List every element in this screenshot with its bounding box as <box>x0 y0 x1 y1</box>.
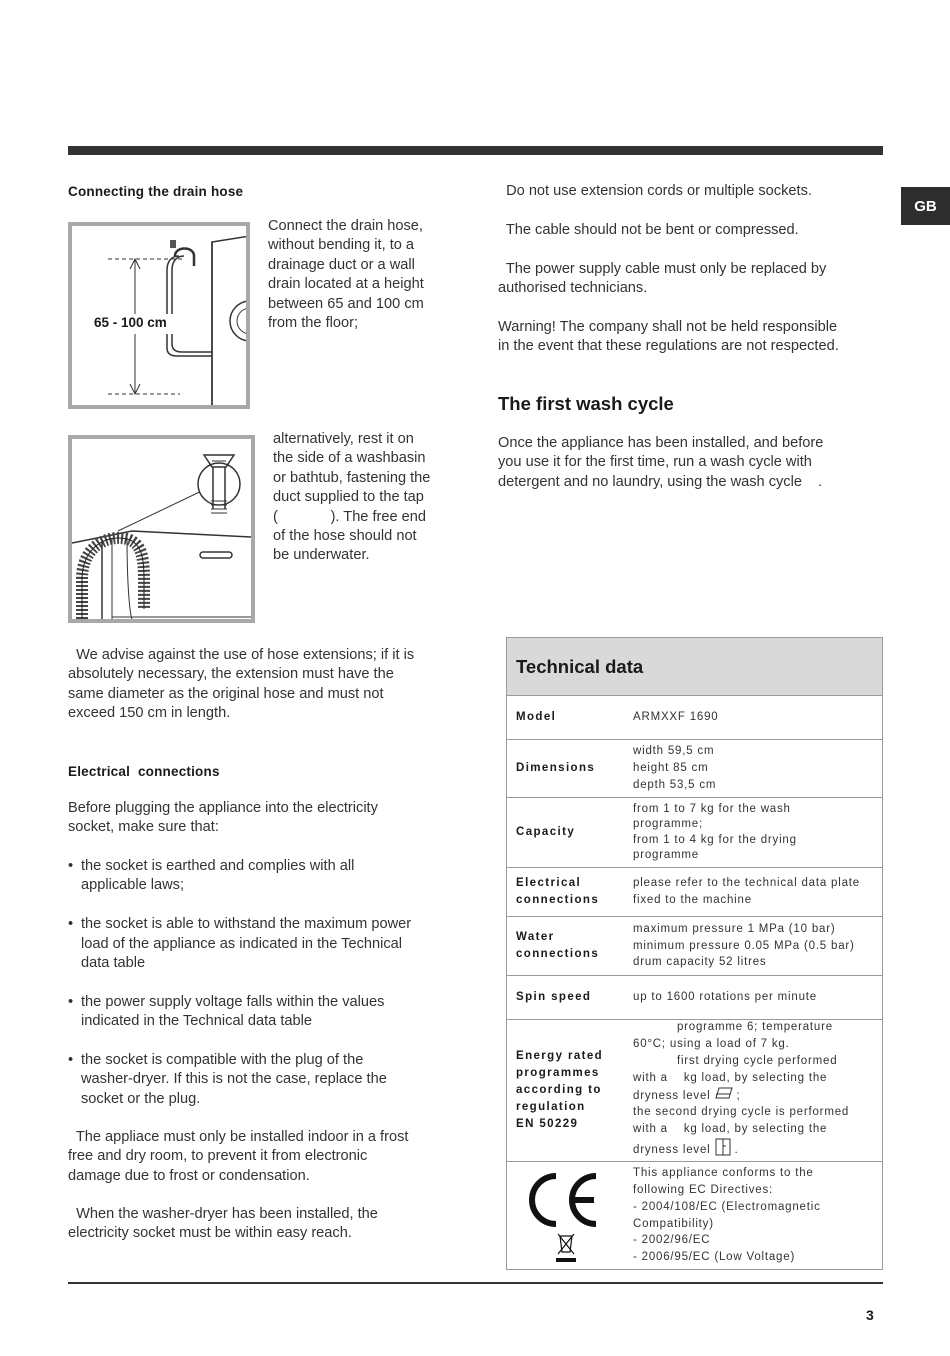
page-number: 3 <box>866 1307 874 1323</box>
table-row-directives: This appliance conforms to the following EC Directives: - 2004/108/EC (Electromagnetic Compatibility) - 2002/96/EC - 2006/95/EC (Low Voltage) <box>507 1162 882 1269</box>
cable-bent-note: The cable should not be bent or compressed. <box>498 222 799 238</box>
ce-mark-icon <box>526 1168 606 1264</box>
table-row-dimensions: Dimensions width 59,5 cm height 85 cm depth 53,5 cm <box>507 740 882 798</box>
hose-alternative-paragraph: alternatively, rest it on the side of a washbasin or bathtub, fastening the duct supplied to the tap ( ). The free end of the hose should not be underwater. <box>273 431 431 564</box>
technical-data-header: Technical data <box>507 638 882 696</box>
checklist-item: • the socket is earthed and complies with all applicable laws; <box>68 857 468 896</box>
language-tab: GB <box>901 187 950 225</box>
technical-data-table <box>506 637 883 1270</box>
first-wash-paragraph: Once the appliance has been installed, and before you use it for the first time, run a wash cycle with detergent and no laundry, using the wash cycle . <box>498 435 824 490</box>
dryness-iron-icon <box>715 1138 731 1162</box>
drain-hose-heading: Connecting the drain hose <box>68 184 244 199</box>
hose-on-basin-figure <box>68 435 255 623</box>
warning-note: Warning! The company shall not be held responsible in the event that these regulations are not respected. <box>498 319 839 355</box>
table-row-model: Model ARMXXF 1690 <box>507 696 882 740</box>
table-row-electrical: Electrical connections please refer to the technical data plate fixed to the machine <box>507 868 882 917</box>
table-row-spin: Spin speed up to 1600 rotations per minute <box>507 976 882 1020</box>
checklist-item: • the power supply voltage falls within the values indicated in the Technical data table <box>68 993 468 1032</box>
electrical-checklist <box>68 857 468 1129</box>
hose-extension-paragraph: We advise against the use of hose extensions; if it is absolutely necessary, the extension must have the same diameter as the original hose and must not exceed 150 cm in length. <box>68 647 415 722</box>
table-row-energy: Energy rated programmes according to regulation EN 50229 programme 6; temperature 60°C; using a load of 7 kg. first drying cycle performed with a kg load, by selecting the dryness level ; the second drying cycle is performed with a kg load, by selecting the dryness level . <box>507 1020 882 1162</box>
drain-height-label: 65 - 100 cm <box>94 315 167 330</box>
electrical-heading: Electrical connections <box>68 764 220 779</box>
electrical-intro: Before plugging the appliance into the electricity socket, make sure that: <box>68 800 378 836</box>
checklist-item: • the socket is compatible with the plug of the washer-dryer. If this is not the case, replace the socket or the plug. <box>68 1051 468 1109</box>
table-row-capacity: Capacity from 1 to 7 kg for the wash programme; from 1 to 4 kg for the drying programme <box>507 798 882 868</box>
indoor-install-paragraph: The appliace must only be installed indoor in a frost free and dry room, to prevent it from electronic damage due to frost or condensation. <box>68 1129 409 1184</box>
checklist-item: • the socket is able to withstand the maximum power load of the appliance as indicated in the Technical data table <box>68 915 468 973</box>
top-rule <box>68 146 883 155</box>
extension-cords-note: Do not use extension cords or multiple sockets. <box>498 183 812 199</box>
cable-replace-note: The power supply cable must only be replaced by authorised technicians. <box>498 261 827 297</box>
first-wash-heading: The first wash cycle <box>498 393 674 414</box>
socket-reach-paragraph: When the washer-dryer has been installed, the electricity socket must be within easy reach. <box>68 1206 378 1242</box>
bottom-rule <box>68 1282 883 1284</box>
drain-hose-paragraph: Connect the drain hose, without bending it, to a drainage duct or a wall drain located at a height between 65 and 100 cm from the floor; <box>268 218 424 332</box>
drain-height-figure <box>68 222 250 409</box>
dryness-cupboard-icon <box>715 1087 733 1105</box>
table-row-water: Water connections maximum pressure 1 MPa (10 bar) minimum pressure 0.05 MPa (0.5 bar) drum capacity 52 litres <box>507 917 882 976</box>
